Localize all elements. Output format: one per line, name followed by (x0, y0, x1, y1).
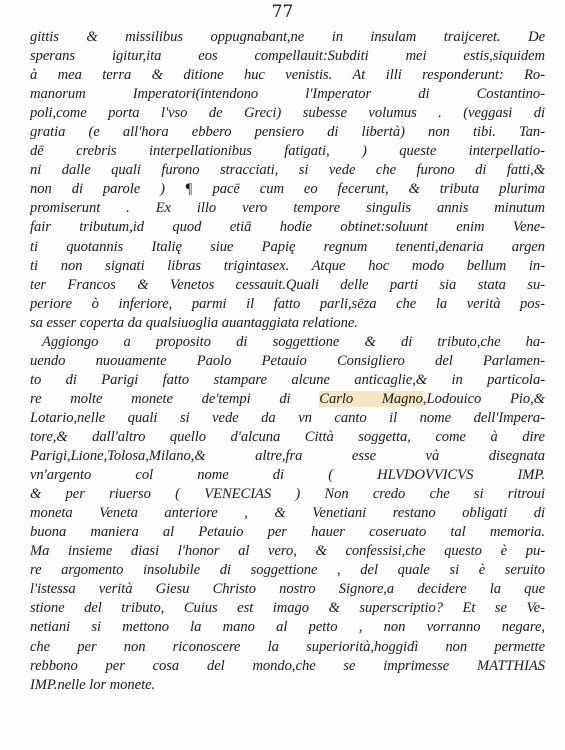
text-line-content: vn'argento col nome di ( HLVDOVVICVS IMP. (30, 467, 545, 484)
text-line-content: ter Francos & Venetos cessauit.Quali delle parti sia stata su- (30, 276, 545, 293)
text-line-content: & per riuerso ( VENECIAS ) Non credo che si ritroui (30, 486, 545, 503)
text-line-content: sa esser coperta da qualsiuoglia auantaggiata relatione. (30, 314, 358, 331)
text-line-content: fair tributum,id quod etiā hodie obtinet:soluunt enim Vene- (30, 219, 545, 236)
text-line (30, 66, 545, 85)
text-line (30, 276, 545, 295)
text-line-content: IMP.nelle lor monete. (30, 676, 156, 693)
paragraph (30, 333, 545, 695)
text-line-content: to di Parigi fatto stampare alcune anticaglie,& in particola- (30, 371, 545, 388)
text-line (30, 257, 545, 276)
text-line-content: tore,& dall'altro quello d'alcuna Città soggetta, come à dire (30, 428, 545, 445)
text-line-content: l'istessa verità Giesu Christo nostro Signore,a decidere la que (30, 581, 545, 598)
text-line-content: dē crebris interpellationibus fatigati, ) queste interpellatio- (30, 143, 545, 160)
text-line-content: manorum Imperatori(intendono l'Imperator di Costantino- (30, 86, 545, 103)
text-line (30, 676, 545, 695)
text-line-content: Parigi,Lione,Tolosa,Milano,& altre,fra esse và disegnata (30, 448, 545, 465)
text-line (30, 371, 545, 390)
text-line-content: à mea terra & ditione huc venistis. At illi responderunt: Ro- (30, 67, 545, 84)
text-line-content: ti quotannis Italię siue Papię regnum tenenti,denaria argen (30, 238, 545, 255)
text-line (30, 218, 545, 237)
text-line-content: ti non signati libras trigintasex. Atque hoc modo bellum in- (30, 257, 545, 274)
text-line (30, 466, 545, 485)
text-line (30, 161, 545, 180)
text-line-content: re molte monete de'tempi di (30, 390, 291, 407)
text-line (30, 409, 545, 428)
text-line-continuation: ,Lodouico Pio,& (422, 390, 545, 407)
text-line-content: netiani si mettono la mano al petto , non vorranno negare, (30, 619, 545, 636)
text-line (30, 638, 545, 657)
text-line (30, 447, 545, 466)
highlighted-phrase: Carlo Magno (319, 390, 423, 407)
text-line-content: Aggiongo a proposito di soggettione & di tributo,che ha- (42, 333, 545, 350)
text-line-content: periore ò inferiore, parmi il fatto parli,sēza che la verità pos- (30, 295, 545, 312)
text-line-content: sperans igitur,ita eos compellauit:Subditi mei estis,siquidem (30, 48, 545, 65)
paragraph (30, 28, 545, 333)
text-line-content: moneta Veneta anteriore , & Venetiani restano obligati di (30, 505, 545, 522)
text-line-content: Ma insieme diasi l'honor al vero, & confessisi,che questo è pu- (30, 543, 545, 560)
text-line (30, 504, 545, 523)
text-line-content: Lotario,nelle quali si vede da vn canto il nome dell'Impera- (30, 409, 545, 426)
text-line (30, 485, 545, 504)
text-line (30, 123, 545, 142)
text-line (30, 542, 545, 561)
text-line (30, 180, 545, 199)
text-line-content: poli,come porta l'vso de Greci) subesse volumus . (veggasi di (30, 105, 545, 122)
text-line (30, 390, 545, 409)
text-line (30, 295, 545, 314)
text-line (30, 561, 545, 580)
text-line (30, 314, 545, 333)
text-line (30, 85, 545, 104)
text-line-content: rebbono per cosa del mondo,che se imprimesse MATTHIAS (30, 657, 545, 674)
text-line (30, 333, 545, 352)
text-line (30, 199, 545, 218)
text-line-content: non di parole ) ¶ pacē cum eo fecerunt, & tributa plurima (30, 181, 545, 198)
page-number: 77 (271, 2, 294, 22)
text-line-content: gratia (e all'hora ebbero pensiero di libertà) non tibi. Tan- (30, 124, 545, 141)
text-line-content: uendo nuouamente Paolo Petauio Consigliero del Parlamen- (30, 352, 545, 369)
text-line (30, 599, 545, 618)
text-line (30, 428, 545, 447)
text-line (30, 618, 545, 637)
text-line (30, 47, 545, 66)
text-line-content: re argomento insolubile di soggettione , del quale si è seruito (30, 562, 545, 579)
text-line (30, 238, 545, 257)
text-line (30, 142, 545, 161)
text-line-content: stione del tributo, Cuius est imago & superscriptio? Et se Ve- (30, 600, 545, 617)
text-line-content: buona maniera al Petauio per hauer coseruato tal memoria. (30, 524, 545, 541)
text-line (30, 28, 545, 47)
page-body-text (30, 28, 545, 695)
text-line-content: che per non riconoscere la superiorità,hoggidì non permette (30, 638, 545, 655)
text-line (30, 580, 545, 599)
text-line-content: gittis & missilibus oppugnabant,ne in insulam traijceret. De (30, 29, 545, 45)
text-line (30, 104, 545, 123)
text-line (30, 657, 545, 676)
text-line (30, 352, 545, 371)
text-line-content: ni dalle quali furono stracciati, si vede che furono di fatti,& (30, 162, 545, 179)
text-line-content: promiserunt . Ex illo vero tempore singulis annis minutum (30, 200, 545, 217)
text-line (30, 523, 545, 542)
